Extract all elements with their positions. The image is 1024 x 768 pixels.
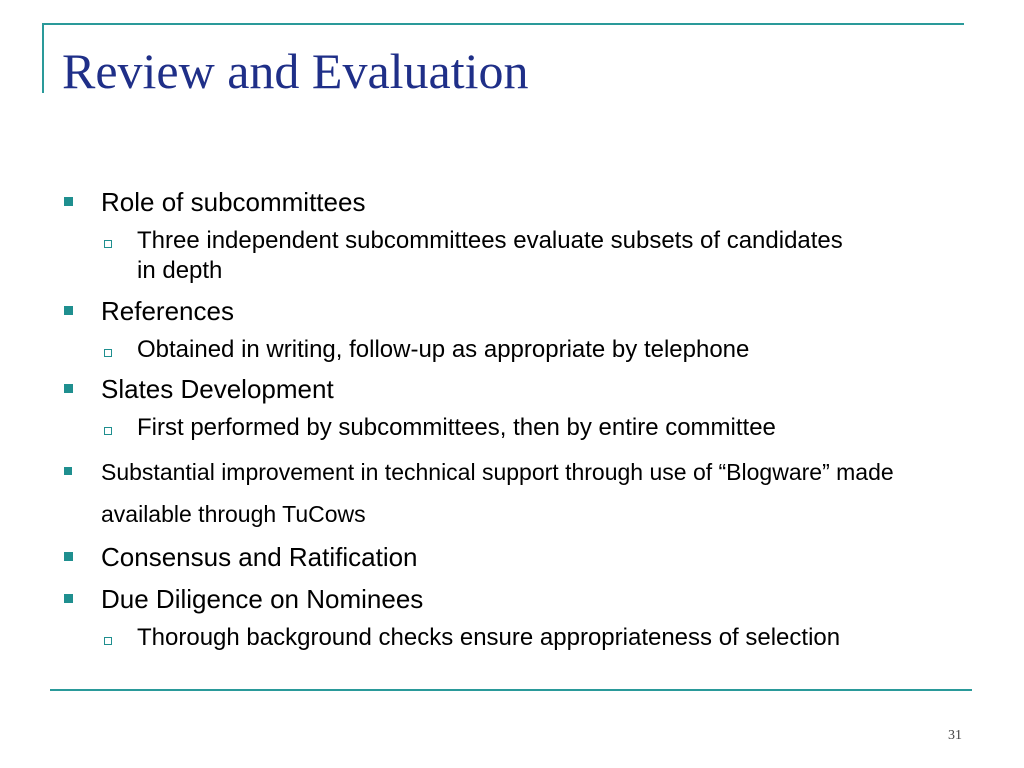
square-bullet-icon: [64, 197, 73, 206]
square-bullet-icon: [64, 594, 73, 603]
hollow-square-bullet-icon: [104, 349, 112, 357]
frame-bottom-rule: [50, 689, 972, 691]
square-bullet-icon: [64, 552, 73, 561]
square-bullet-icon: [64, 384, 73, 393]
bullet-text: Due Diligence on Nominees: [101, 584, 424, 614]
hollow-square-bullet-icon: [104, 240, 112, 248]
sub-bullet-text: Thorough background checks ensure appropriateness of selection: [137, 624, 841, 651]
sub-bullet-text: Three independent subcommittees evaluate subsets of candidates in depth: [137, 227, 843, 284]
page-number: 31: [948, 728, 962, 743]
bullet-text: Substantial improvement in technical support through use of “Blogware” made available through TuCows: [101, 459, 894, 527]
bullet-text: Consensus and Ratification: [101, 542, 418, 572]
slide-title: Review and Evaluation: [62, 43, 529, 99]
bullet-text: Role of subcommittees: [101, 187, 366, 217]
sub-bullet-text: Obtained in writing, follow-up as appropriate by telephone: [137, 336, 750, 363]
hollow-square-bullet-icon: [104, 427, 112, 435]
square-bullet-icon: [64, 467, 72, 475]
sub-bullet-text: First performed by subcommittees, then by entire committee: [137, 414, 776, 441]
hollow-square-bullet-icon: [104, 637, 112, 645]
square-bullet-icon: [64, 306, 73, 315]
bullet-text: References: [101, 296, 234, 326]
bullet-text: Slates Development: [101, 374, 334, 404]
